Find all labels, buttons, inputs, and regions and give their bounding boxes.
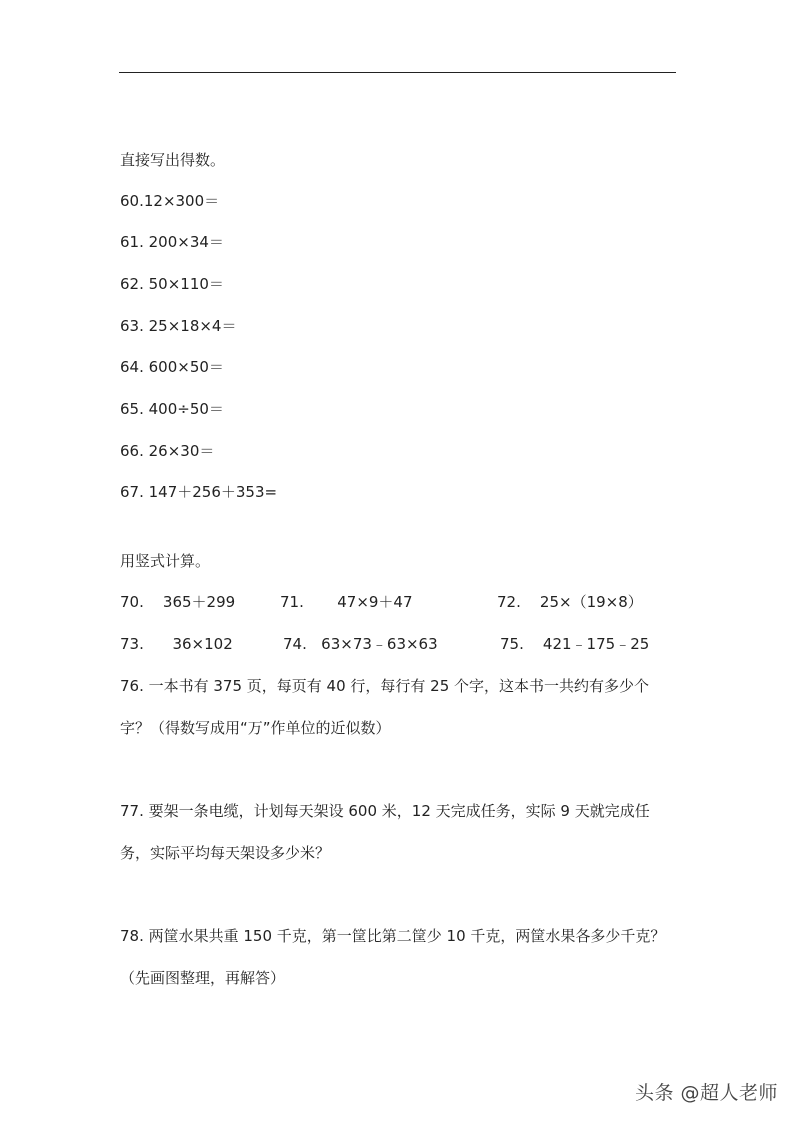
problem-78-line2: （先画图整理，再解答） <box>120 969 286 987</box>
problem-67: 67. 147＋256＋353= <box>120 483 278 501</box>
section-heading-oral: 直接写出得数。 <box>120 151 226 169</box>
problem-77-line1: 77. 要架一条电缆，计划每天架设 600 米，12 天完成任务，实际 9 天就完成任 <box>120 802 650 820</box>
watermark: 头条 @超人老师 <box>634 1082 778 1104</box>
problem-64: 64. 600×50＝ <box>120 358 224 376</box>
problem-76-line1: 76. 一本书有 375 页，每页有 40 行，每行有 25 个字，这本书一共约有多少个 <box>120 677 650 695</box>
problem-70: 70. 365＋299 <box>120 593 236 611</box>
problem-71: 71. 47×9＋47 <box>280 593 413 611</box>
problem-66: 66. 26×30＝ <box>120 442 215 460</box>
problem-78-line1: 78. 两筐水果共重 150 千克，第一筐比第二筐少 10 千克，两筐水果各多少千克？ <box>120 927 666 945</box>
problem-62: 62. 50×110＝ <box>120 275 224 293</box>
problem-73: 73. 36×102 <box>120 635 233 653</box>
problem-75: 75. 421﹣175﹣25 <box>500 635 650 653</box>
problem-76-line2: 字？（得数写成用“万”作单位的近似数） <box>120 719 391 737</box>
problem-63: 63. 25×18×4＝ <box>120 317 237 335</box>
problem-61: 61. 200×34＝ <box>120 233 224 251</box>
problem-65: 65. 400÷50＝ <box>120 400 224 418</box>
problem-77-line2: 务，实际平均每天架设多少米？ <box>120 844 331 862</box>
header-rule <box>119 72 676 73</box>
section-heading-vertical: 用竖式计算。 <box>120 552 211 570</box>
problem-74: 74. 63×73﹣63×63 <box>283 635 438 653</box>
problem-60: 60.12×300＝ <box>120 192 220 210</box>
problem-72: 72. 25×（19×8） <box>497 593 643 611</box>
